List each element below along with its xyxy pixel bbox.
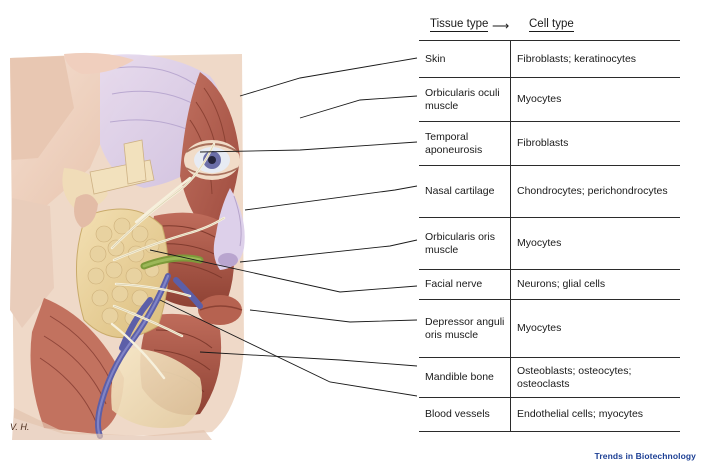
tissue-label: Depressor anguli oris muscle (425, 316, 505, 341)
table-column-divider (510, 40, 511, 432)
tissue-label: Blood vessels (425, 408, 490, 421)
cell-label: Myocytes (517, 93, 562, 106)
face-anatomy-illustration (4, 48, 249, 440)
tissue-label: Nasal cartilage (425, 185, 495, 198)
table-row (419, 398, 680, 432)
cell-label: Myocytes (517, 237, 562, 250)
tissue-label: Temporal aponeurosis (425, 131, 483, 156)
table-row (419, 122, 680, 166)
orbicularis-oris (198, 295, 242, 325)
artist-signature: V. H. (10, 422, 30, 432)
header-cell-type: Cell type (529, 18, 574, 30)
table-row (419, 300, 680, 358)
tissue-label: Mandible bone (425, 371, 494, 384)
cell-label: Neurons; glial cells (517, 278, 606, 291)
cell-label: Myocytes (517, 322, 562, 335)
header-tissue-type: Tissue type (430, 18, 489, 30)
table-row (419, 78, 680, 122)
table-row (419, 270, 680, 300)
tissue-label: Orbicularis oris muscle (425, 231, 496, 256)
tissue-label: Skin (425, 52, 446, 65)
table-row (419, 40, 680, 78)
cell-label: Fibroblasts; keratinocytes (517, 52, 637, 65)
tissue-cell-table (419, 40, 680, 432)
table-row (419, 218, 680, 270)
cell-label: Endothelial cells; myocytes (517, 408, 644, 421)
cell-label: Chondrocytes; perichondrocytes (517, 185, 668, 198)
tissue-label: Orbicularis oculi muscle (425, 87, 500, 112)
table-row (419, 166, 680, 218)
journal-footer: Trends in Biotechnology (594, 451, 696, 461)
cell-label: Osteoblasts; osteocytes; osteoclasts (517, 365, 632, 390)
table-row (419, 358, 680, 398)
arrow-icon: ⟶ (492, 19, 510, 33)
tissue-label: Facial nerve (425, 278, 483, 291)
cell-label: Fibroblasts (517, 137, 569, 150)
parotid-gland (76, 209, 168, 338)
